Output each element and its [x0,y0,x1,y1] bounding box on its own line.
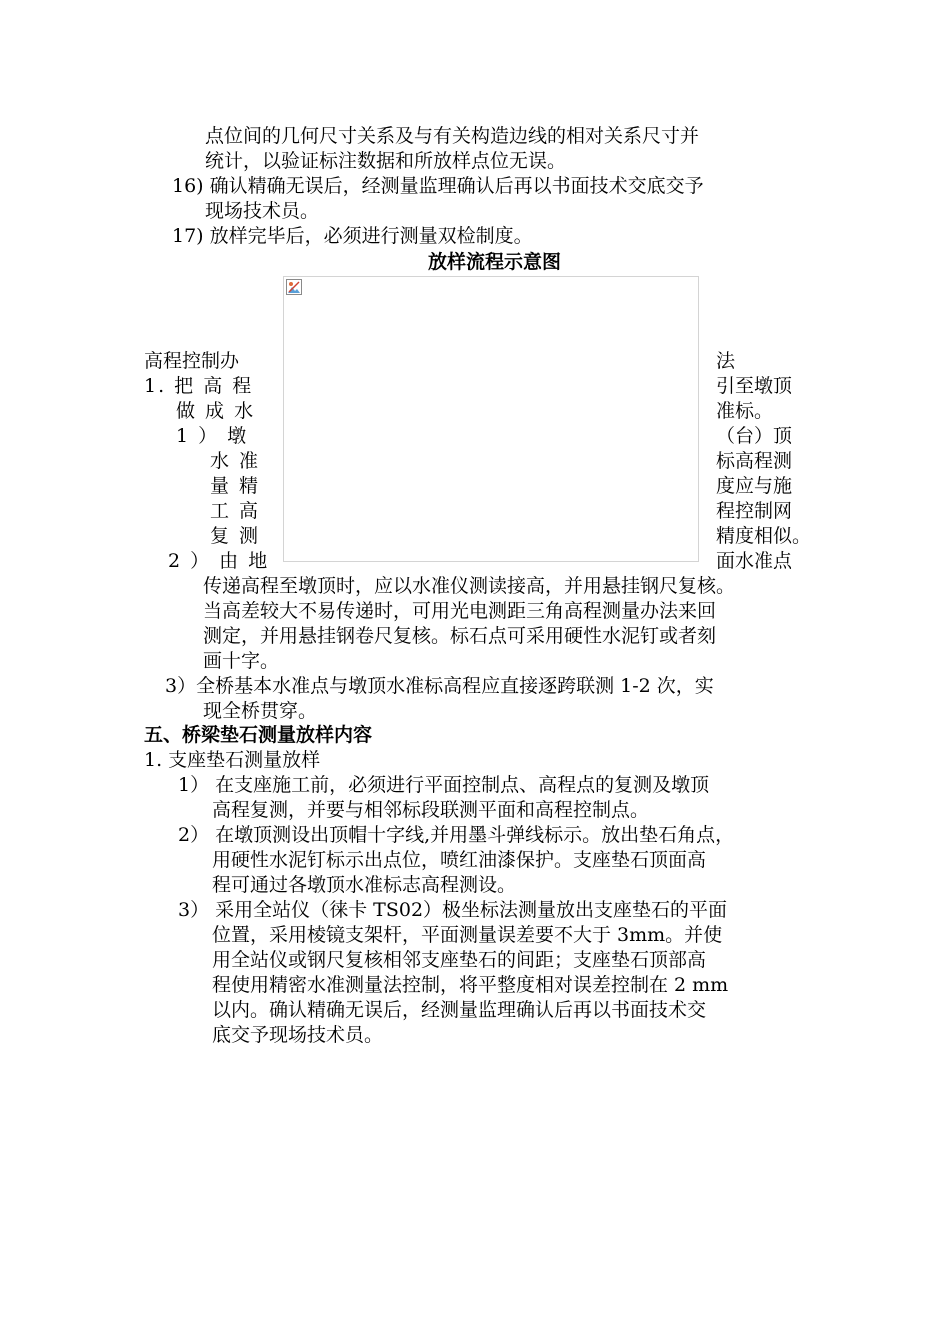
text-line: 测定，并用悬挂钢卷尺复核。标石点可采用硬性水泥钉或者刻 [203,625,717,647]
text-line: 程可通过各墩顶水准标志高程测设。 [212,874,517,896]
text-line: 以内。确认精确无误后，经测量监理确认后再以书面技术交 [212,999,707,1021]
subsection-heading: 1. 支座垫石测量放样 [144,749,321,771]
text-line: 统计，以验证标注数据和所放样点位无误。 [205,150,567,172]
text-fragment-left: 1. 把 高 程 [144,375,254,397]
text-line: 现全桥贯穿。 [203,700,318,722]
text-fragment-right: 法 [716,350,736,372]
text-line: 当高差较大不易传递时，可用光电测距三角高程测量办法来回 [203,600,717,622]
list-item-3: 3） 采用全站仪（徕卡 TS02）极坐标法测量放出支座垫石的平面 [178,899,728,921]
list-item-17: 17) 放样完毕后，必须进行测量双检制度。 [172,225,533,247]
text-line: 位置，采用棱镜支架杆，平面测量误差要不大于 3mm。并使 [212,924,723,946]
text-fragment-left: 做 成 水 [176,400,256,422]
text-line: 点位间的几何尺寸关系及与有关构造边线的相对关系尺寸并 [205,125,700,147]
text-line: 用全站仪或钢尺复核相邻支座垫石的间距；支座垫石顶部高 [212,949,707,971]
flowchart-image-placeholder [283,276,699,562]
text-fragment-left: 复 测 [210,525,261,547]
text-fragment-left: 量 精 [210,475,261,497]
text-line: 用硬性水泥钉标示出点位，喷红油漆保护。支座垫石顶面高 [212,849,707,871]
text-fragment-right: 准标。 [716,400,774,422]
text-fragment-right: （台）顶 [716,425,793,447]
text-line: 高程复测，并要与相邻标段联测平面和高程控制点。 [212,799,650,821]
text-line: 现场技术员。 [205,200,320,222]
text-line: 程使用精密水准测量法控制，将平整度相对误差控制在 2 mm [212,974,729,996]
text-fragment-right: 度应与施 [716,475,793,497]
text-fragment-left: 2 ） 由 地 [168,550,270,572]
text-line: 传递高程至墩顶时，应以水准仪测读接高，并用悬挂钢尺复核。 [203,575,736,597]
broken-image-icon [286,279,302,295]
text-fragment-left: 高程控制办 [144,350,240,372]
text-fragment-left: 工 高 [210,500,261,522]
list-item-2: 2） 在墩顶测设出顶帽十字线,并用墨斗弹线标示。放出垫石角点， [178,824,735,846]
list-item-1: 1） 在支座施工前，必须进行平面控制点、高程点的复测及墩顶 [178,774,710,796]
text-fragment-right: 标高程测 [716,450,793,472]
text-line: 画十字。 [203,650,280,672]
figure-caption: 放样流程示意图 [428,251,562,273]
text-fragment-right: 精度相似。 [716,525,812,547]
section-heading: 五、桥梁垫石测量放样内容 [144,724,373,746]
text-fragment-left: 1 ） 墩 [176,425,249,447]
list-item-16: 16) 确认精确无误后，经测量监理确认后再以书面技术交底交予 [172,175,704,197]
text-line: 底交予现场技术员。 [212,1024,384,1046]
text-fragment-right: 面水准点 [716,550,793,572]
text-fragment-right: 引至墩顶 [716,375,793,397]
text-fragment-left: 水 准 [210,450,261,472]
list-item-3: 3）全桥基本水准点与墩顶水准标高程应直接逐跨联测 1-2 次，实 [165,675,714,697]
text-fragment-right: 程控制网 [716,500,793,522]
